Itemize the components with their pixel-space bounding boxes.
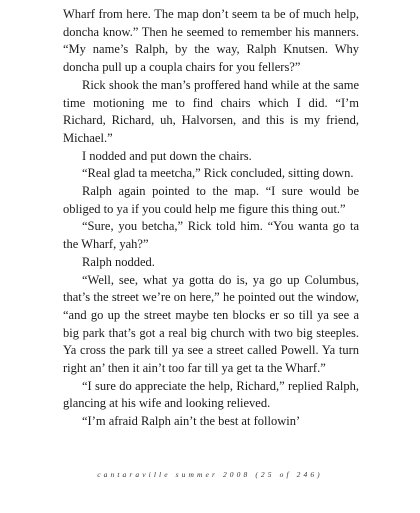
body-text xyxy=(63,6,359,431)
paragraph: Ralph again pointed to the map. “I sure would be obliged to ya if you could help me figure this thing out.” xyxy=(63,184,359,216)
paragraph: I nodded and put down the chairs. xyxy=(82,148,252,163)
paragraph: “Sure, you betcha,” Rick told him. “You wanta go ta the Wharf, yah?” xyxy=(63,219,359,252)
paragraph-continued: Wharf from here. The map don’t seem ta be of much help, doncha know.” Then he seemed to remember his manners. “My name’s Ralph, by the way, Ralph Knutsen. Why doncha pull up a coupla chairs for you fellers?” xyxy=(63,7,359,75)
paragraph: “I sure do appreciate the help, Richard,” replied Ralph, glancing at his wife and looking relieved. xyxy=(63,378,359,411)
page-footer: cantaraville summer 2008 (25 of 246) xyxy=(97,470,323,479)
paragraph: Ralph nodded. xyxy=(82,254,155,269)
paragraph: “I’m afraid Ralph ain’t the best at followin’ xyxy=(82,414,301,429)
paragraph: “Real glad ta meetcha,” Rick concluded, sitting down. xyxy=(82,166,354,181)
paragraph: “Well, see, what ya gotta do is, ya go up Columbus, that’s the street we’re on here,” he pointed out the window, “and go up the street maybe ten blocks er so till ya see a big park that’s got a real big church with two big steeples. Ya cross the park till ya see a street called Powell. Ya turn right an’ then it ain’t too far till ya get ta the Wharf.” xyxy=(63,272,359,376)
paragraph: Rick shook the man’s proffered hand while at the same time motioning me to find chairs which I did. “I’m Richard, Richard, uh, Halvorsen, and this is my friend, Michael.” xyxy=(63,77,359,145)
